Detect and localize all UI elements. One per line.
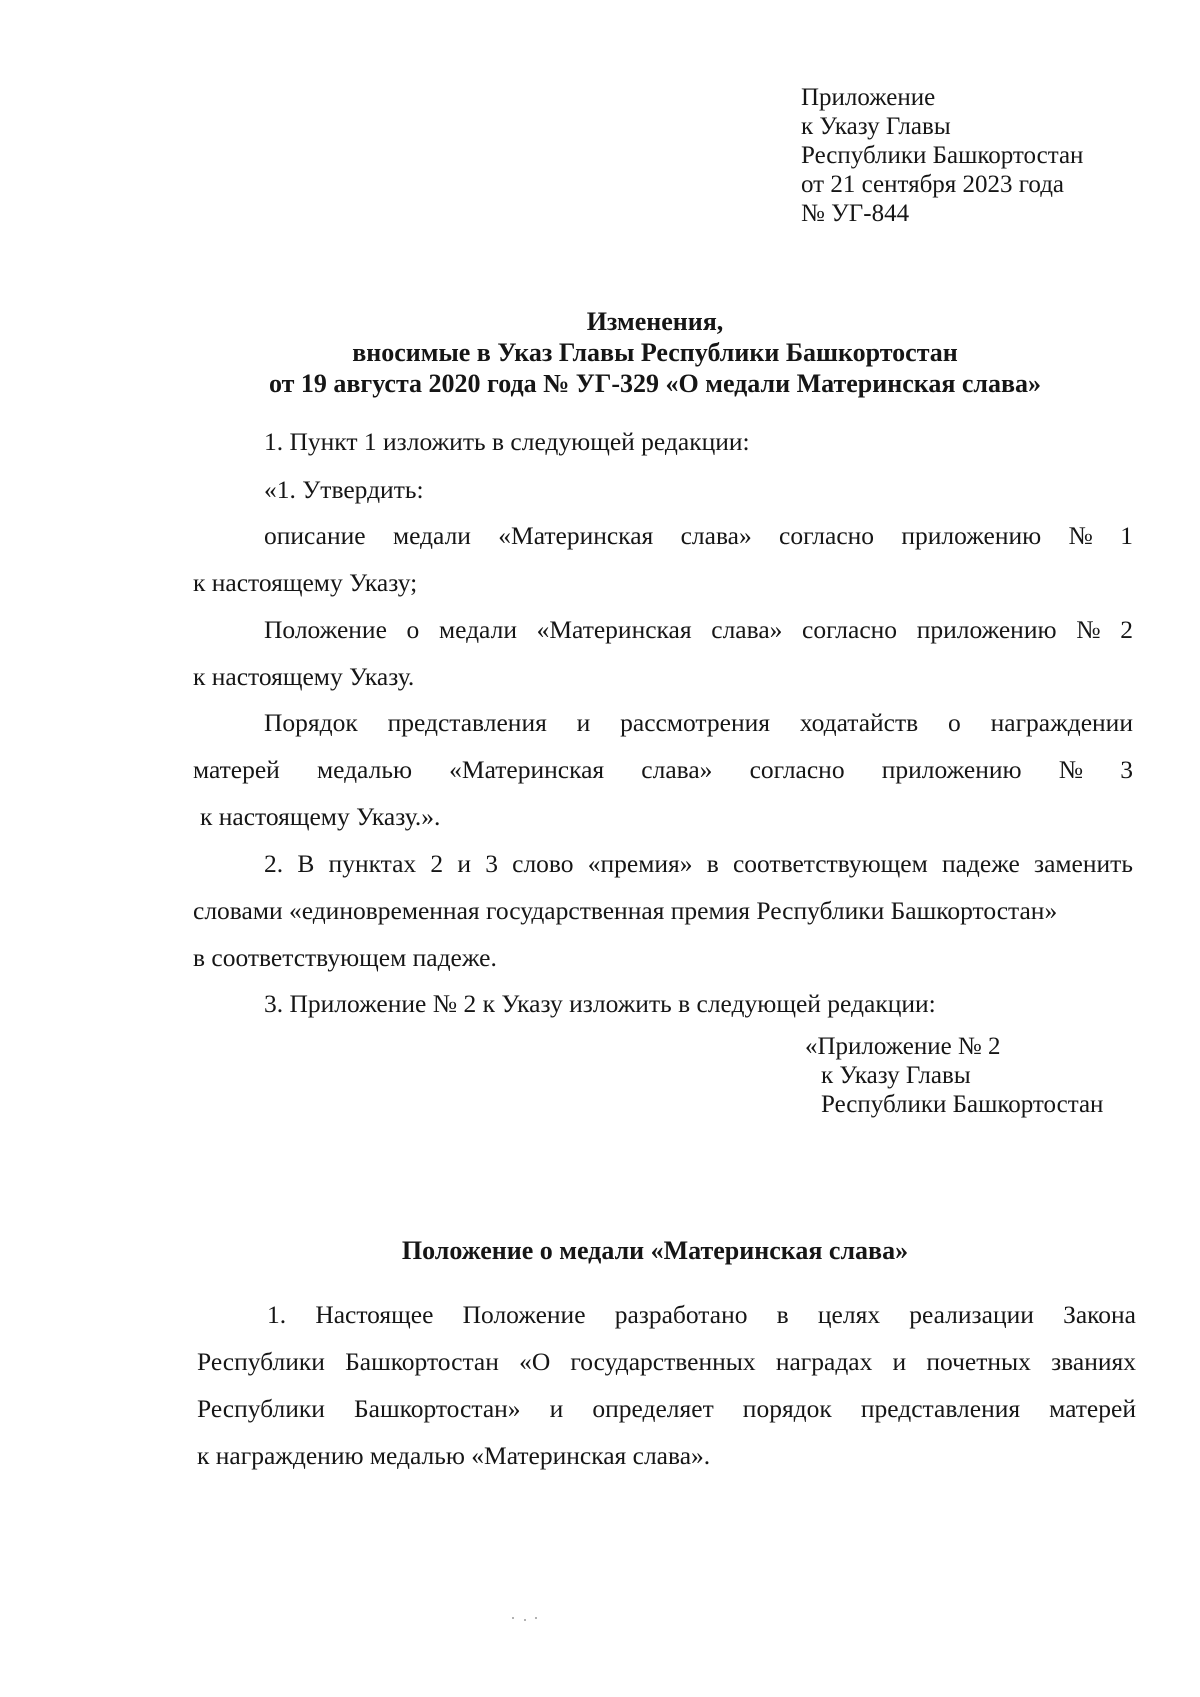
word: представления	[860, 1394, 1021, 1423]
word: целях	[817, 1300, 881, 1329]
word: заменить	[1034, 849, 1133, 878]
word: «премия»	[587, 849, 693, 878]
word: и	[549, 1394, 564, 1423]
word: «Материнская	[498, 521, 654, 550]
word: согласно	[749, 755, 845, 784]
word: 3	[1120, 755, 1133, 784]
word: 2.	[264, 849, 284, 878]
word: 1.	[267, 1300, 287, 1329]
item-2-line	[264, 849, 1133, 879]
word: разработано	[614, 1300, 748, 1329]
word: и	[892, 1347, 907, 1376]
title-line: от 19 августа 2020 года № УГ-329 «О медали Материнская слава»	[268, 369, 1042, 398]
word: ходатайств	[799, 708, 919, 737]
word: Республики	[197, 1394, 325, 1423]
word: определяет	[592, 1394, 714, 1423]
scan-speck	[535, 1617, 537, 1619]
word: №	[1058, 755, 1084, 784]
word: государственных	[570, 1347, 756, 1376]
regulation-paragraph-line	[267, 1300, 1136, 1330]
word: о	[406, 615, 420, 644]
word: слава»	[711, 615, 783, 644]
word: №	[1076, 615, 1101, 644]
word: медали	[438, 615, 517, 644]
word: медали	[392, 521, 471, 550]
word: представления	[387, 708, 547, 737]
word: награждении	[990, 708, 1133, 737]
word: согласно	[779, 521, 875, 550]
word: приложению	[916, 615, 1057, 644]
attachment-header-line: Республики Башкортостан	[801, 142, 1084, 169]
attachment-header-line: № УГ-844	[801, 200, 910, 227]
word: реализации	[909, 1300, 1034, 1329]
word: матерей	[1049, 1394, 1136, 1423]
item-2-line: словами «единовременная государственная премия Республики Башкортостан»	[193, 896, 1058, 925]
word: Настоящее	[315, 1300, 434, 1329]
scan-speck	[524, 1619, 526, 1621]
item-1-order-line	[264, 708, 1133, 738]
word: и	[576, 708, 591, 737]
scan-speck	[512, 1617, 514, 1619]
word: 2	[430, 849, 444, 878]
item-1-description-end: к настоящему Указу;	[193, 568, 418, 597]
word: Порядок	[264, 708, 358, 737]
word: приложению	[881, 755, 1022, 784]
word: почетных	[926, 1347, 1031, 1376]
word: в	[706, 849, 719, 878]
word: Башкортостан	[345, 1347, 499, 1376]
word: медалью	[316, 755, 413, 784]
item-1-order-end: к настоящему Указу.».	[200, 802, 441, 831]
item-1-description-line	[264, 521, 1133, 551]
attachment-header-line: от 21 сентября 2023 года	[801, 171, 1065, 198]
word: Положение	[264, 615, 387, 644]
word: рассмотрения	[620, 708, 770, 737]
word: Республики	[197, 1347, 325, 1376]
regulation-paragraph-line	[197, 1394, 1136, 1424]
word: слава»	[641, 755, 713, 784]
word: 3	[485, 849, 498, 878]
document-title	[190, 306, 1120, 399]
attachment-header-line: к Указу Главы	[801, 113, 951, 140]
word: согласно	[802, 615, 898, 644]
item-1-regulation-end: к настоящему Указу.	[193, 662, 415, 691]
word: Положение	[462, 1300, 586, 1329]
item-1-intro: 1. Пункт 1 изложить в следующей редакции:	[264, 427, 750, 456]
word: о	[948, 708, 961, 737]
word: Башкортостан»	[354, 1394, 521, 1423]
word: слава»	[680, 521, 752, 550]
word: наградах	[775, 1347, 873, 1376]
appendix-header	[805, 1032, 1103, 1119]
word: и	[457, 849, 471, 878]
word: соответствующем	[732, 849, 928, 878]
word: Закона	[1063, 1300, 1136, 1329]
title-line: вносимые в Указ Главы Республики Башкортостан	[352, 338, 958, 367]
attachment-header	[801, 83, 1083, 228]
appendix-header-line: «Приложение № 2	[805, 1033, 1001, 1060]
word: в	[776, 1300, 789, 1329]
word: падеже	[941, 849, 1020, 878]
word: приложению	[901, 521, 1042, 550]
word: пунктах	[328, 849, 417, 878]
word: матерей	[193, 755, 280, 784]
item-1-order-line	[193, 755, 1133, 785]
regulation-paragraph-line	[197, 1347, 1136, 1377]
word: «Материнская	[449, 755, 605, 784]
word: «Материнская	[536, 615, 692, 644]
word: порядок	[742, 1394, 832, 1423]
word: званиях	[1051, 1347, 1136, 1376]
item-3: 3. Приложение № 2 к Указу изложить в следующей редакции:	[264, 989, 936, 1018]
attachment-header-line: Приложение	[801, 84, 936, 111]
word: №	[1068, 521, 1093, 550]
word: 1	[1120, 521, 1133, 550]
item-1-regulation-line	[264, 615, 1133, 645]
regulation-paragraph-end: к награждению медалью «Материнская слава».	[197, 1441, 711, 1470]
word: 2	[1120, 615, 1133, 644]
appendix-header-line: к Указу Главы	[821, 1062, 971, 1089]
word: «О	[519, 1347, 551, 1376]
word: слово	[512, 849, 574, 878]
word: В	[297, 849, 315, 878]
appendix-header-line: Республики Башкортостан	[821, 1091, 1104, 1118]
title-line: Изменения,	[586, 307, 724, 336]
word: описание	[264, 521, 366, 550]
regulation-title: Положение о медали «Материнская слава»	[401, 1236, 909, 1265]
item-1-approve: «1. Утвердить:	[264, 475, 424, 504]
item-2-end: в соответствующем падеже.	[193, 943, 497, 972]
